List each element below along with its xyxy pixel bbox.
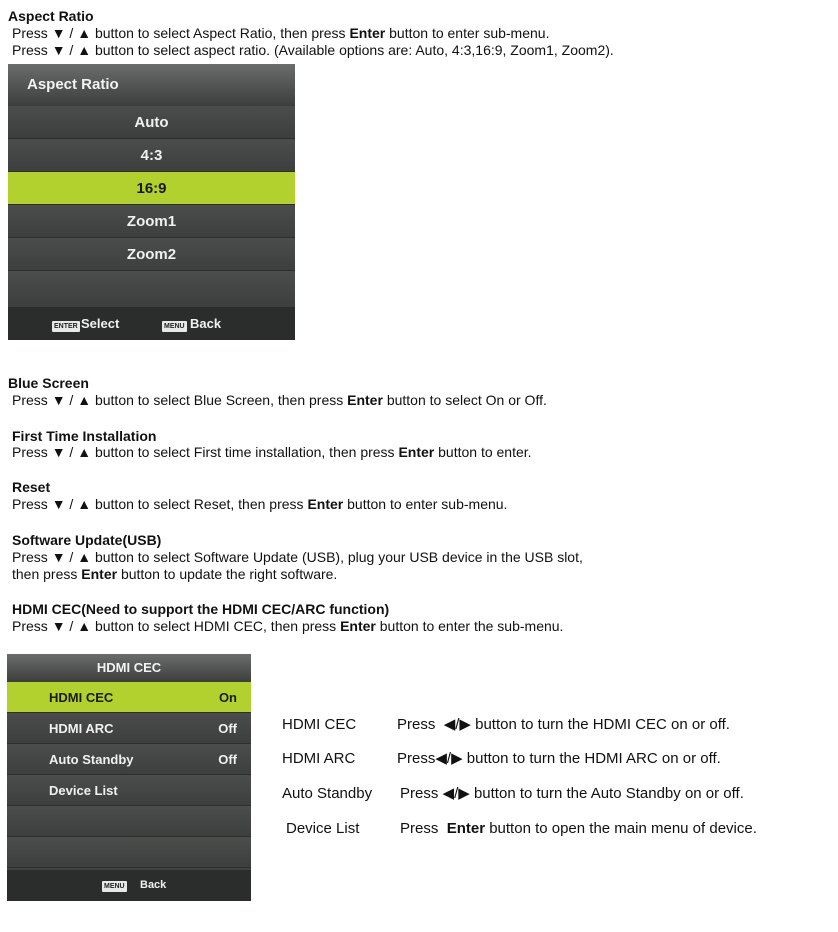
menu-row-hdmi-arc[interactable] <box>7 713 251 744</box>
row-label: Device List <box>49 783 118 798</box>
aspect-ratio-menu <box>8 64 295 340</box>
menu-item-zoom1[interactable]: Zoom1 <box>8 205 295 238</box>
menu-row-hdmi-cec[interactable] <box>7 682 251 713</box>
row-value: Off <box>218 752 237 767</box>
menu-key-icon: MENU <box>104 882 125 890</box>
select-hint: Select <box>81 316 120 331</box>
first-time-installation-heading: First Time Installation <box>12 428 157 444</box>
desc-hdmi-arc-name: HDMI ARC <box>282 750 356 767</box>
row-value: Off <box>218 721 237 736</box>
back-hint: Back <box>140 879 167 891</box>
hdmi-cec-menu <box>7 654 251 901</box>
software-update-heading: Software Update(USB) <box>12 532 162 548</box>
hdmi-cec-menu-footer <box>7 870 251 901</box>
software-update-instruction-2: then press Enter button to update the right software. <box>12 566 338 582</box>
first-time-installation-instruction: Press ▼ / ▲ button to select First time installation, then press Enter button to enter. <box>12 444 532 460</box>
aspect-ratio-instruction-1: Press ▼ / ▲ button to select Aspect Ratio, then press Enter button to enter sub-menu. <box>12 25 550 41</box>
row-label: HDMI ARC <box>49 721 114 736</box>
row-value: On <box>218 690 237 705</box>
desc-hdmi-cec-text: Press ◀/▶ button to turn the HDMI CEC on or off. <box>397 716 730 733</box>
desc-device-list-name: Device List <box>286 820 360 837</box>
menu-empty-row <box>7 837 251 868</box>
reset-heading: Reset <box>12 479 51 495</box>
menu-key-icon: MENU <box>164 323 185 331</box>
menu-item-auto[interactable]: Auto <box>8 106 295 139</box>
back-hint: Back <box>190 316 222 331</box>
enter-key-icon: ENTER <box>54 323 78 331</box>
hdmi-cec-heading: HDMI CEC(Need to support the HDMI CEC/ARC function) <box>12 601 390 617</box>
aspect-ratio-instruction-2: Press ▼ / ▲ button to select aspect ratio. (Available options are: Auto, 4:3,16:9, Zoom1, Zoom2). <box>12 42 614 58</box>
aspect-ratio-heading: Aspect Ratio <box>8 8 94 24</box>
desc-device-list-text: Press Enter button to open the main menu of device. <box>400 820 757 837</box>
menu-empty-row <box>7 806 251 837</box>
menu-item-zoom2[interactable]: Zoom2 <box>8 238 295 271</box>
menu-row-auto-standby[interactable] <box>7 744 251 775</box>
aspect-ratio-menu-title: Aspect Ratio <box>8 64 295 106</box>
row-label: Auto Standby <box>49 752 134 767</box>
aspect-ratio-menu-footer <box>8 307 295 340</box>
menu-row-device-list[interactable] <box>7 775 251 806</box>
desc-hdmi-arc-text: Press◀/▶ button to turn the HDMI ARC on or off. <box>397 750 721 767</box>
menu-item-4-3[interactable]: 4:3 <box>8 139 295 172</box>
blue-screen-instruction: Press ▼ / ▲ button to select Blue Screen, then press Enter button to select On or Off. <box>12 392 547 408</box>
desc-auto-standby-text: Press ◀/▶ button to turn the Auto Standby on or off. <box>400 785 744 802</box>
menu-item-16-9[interactable]: 16:9 <box>8 172 295 205</box>
hdmi-cec-instruction: Press ▼ / ▲ button to select HDMI CEC, then press Enter button to enter the sub-menu. <box>12 618 564 634</box>
desc-auto-standby-name: Auto Standby <box>282 785 373 802</box>
row-label: HDMI CEC <box>49 690 114 705</box>
software-update-instruction-1: Press ▼ / ▲ button to select Software Update (USB), plug your USB device in the USB slot, <box>12 549 583 565</box>
blue-screen-heading: Blue Screen <box>8 375 89 391</box>
hdmi-cec-menu-title: HDMI CEC <box>7 654 251 682</box>
desc-hdmi-cec-name: HDMI CEC <box>282 716 357 733</box>
reset-instruction: Press ▼ / ▲ button to select Reset, then press Enter button to enter sub-menu. <box>12 496 508 512</box>
menu-empty-area <box>8 271 295 307</box>
